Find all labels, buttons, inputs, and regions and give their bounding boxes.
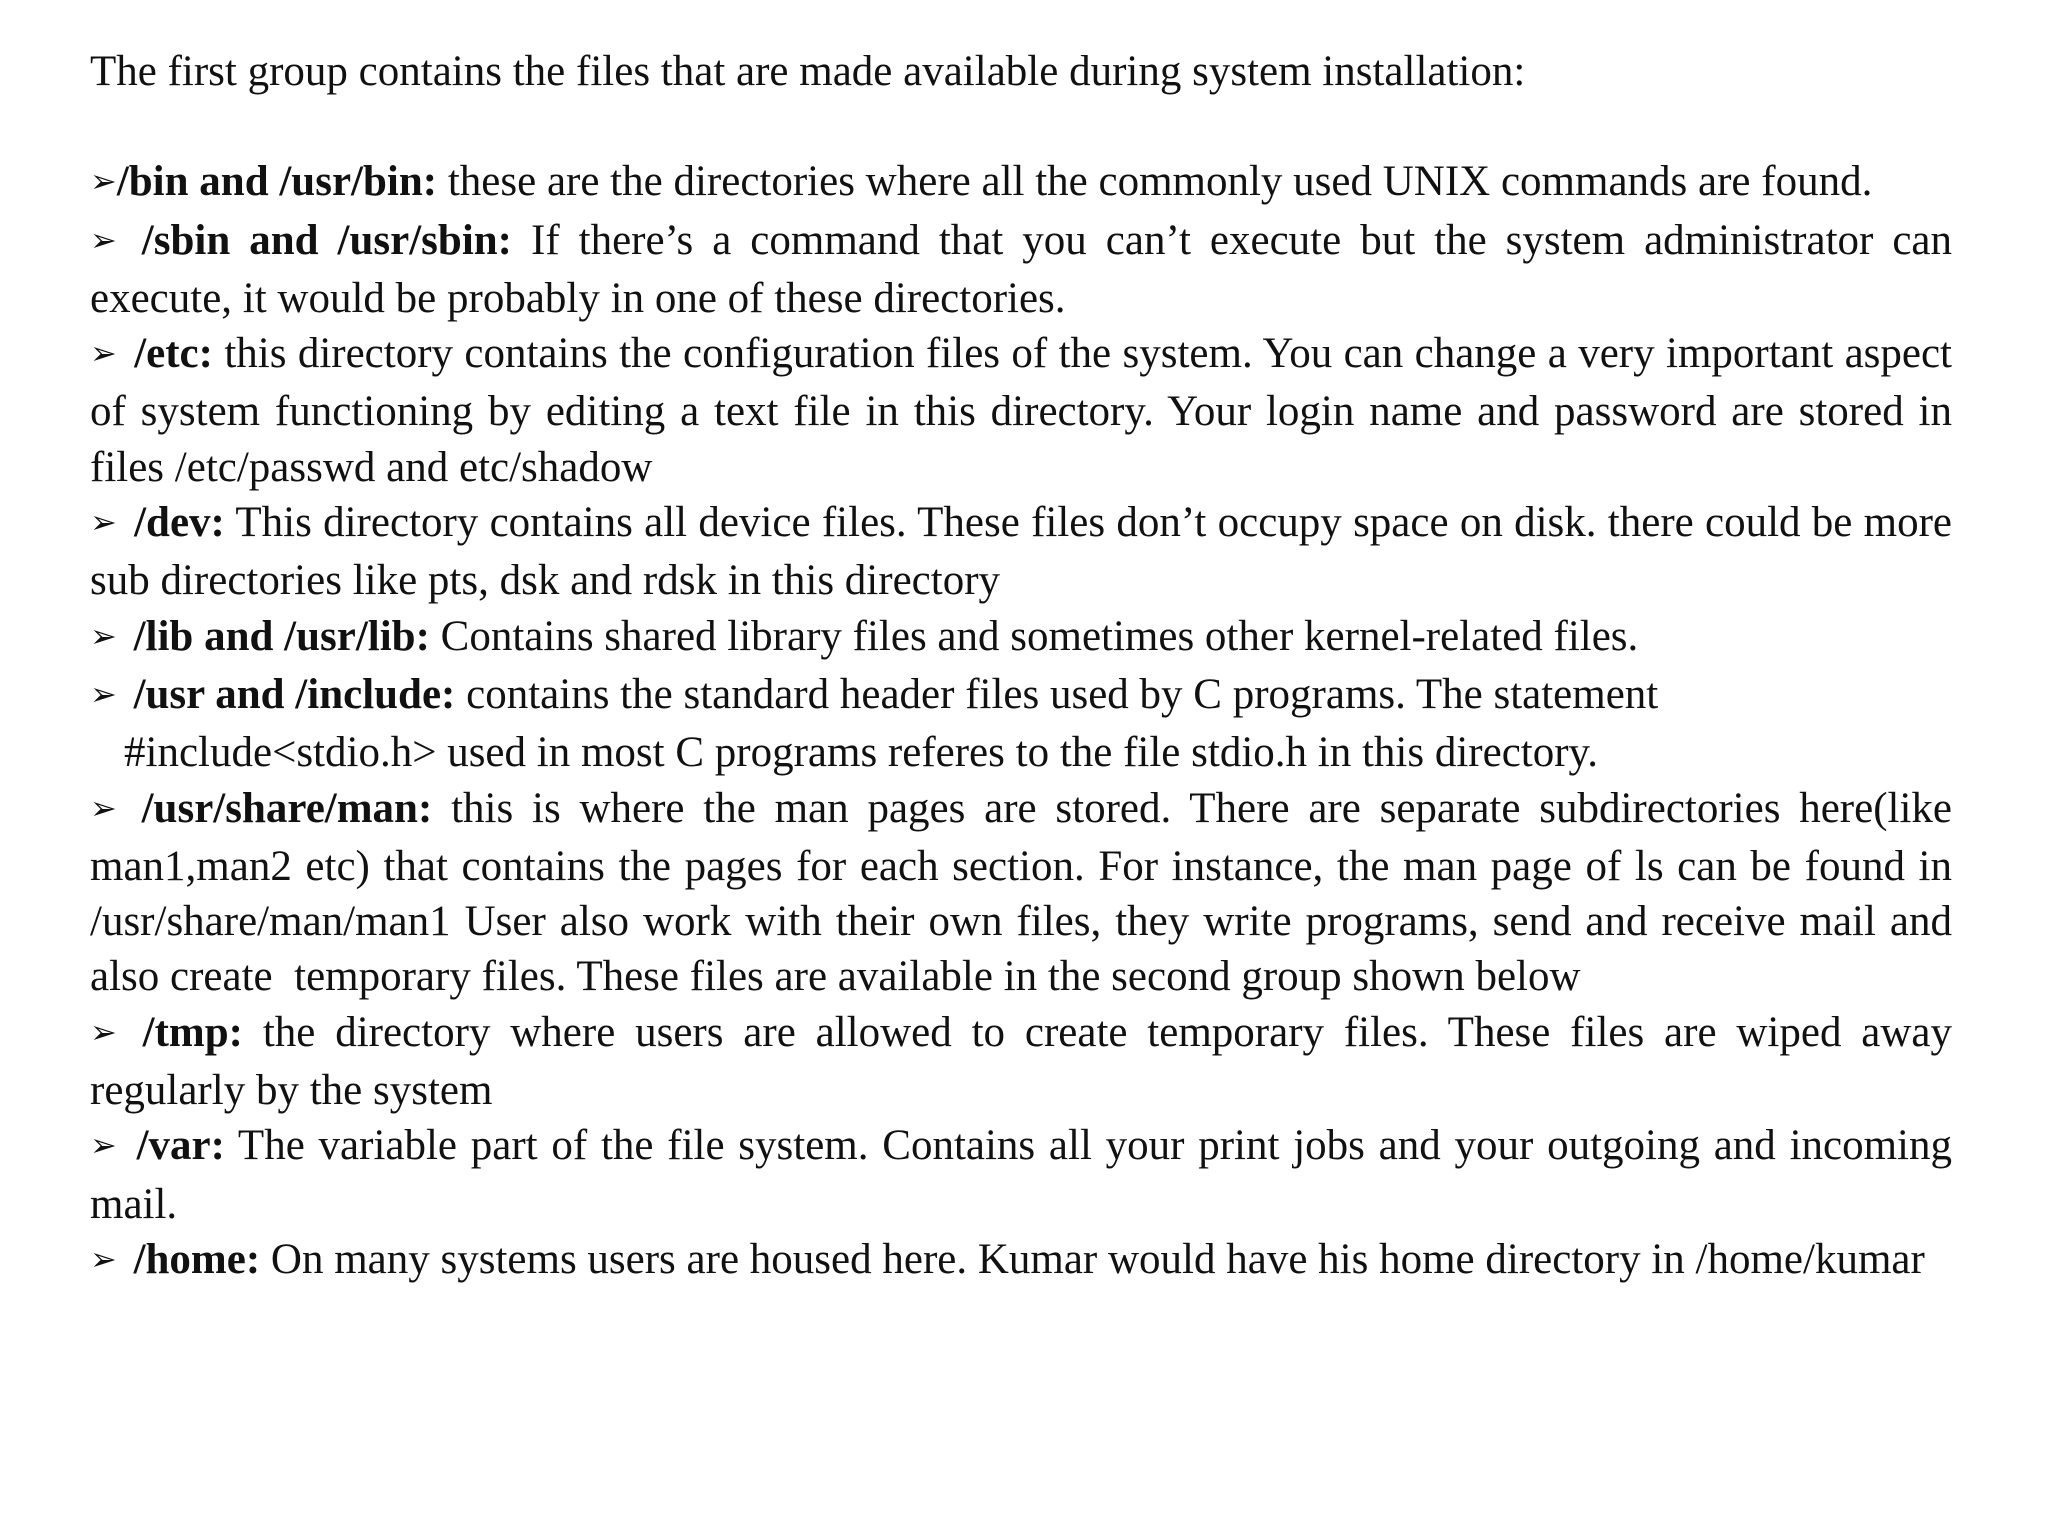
intro-paragraph: The first group contains the files that are made available during system installation: — [90, 48, 1526, 95]
list-item-include — [90, 667, 1952, 781]
item-description: the directory where users are allowed to create temporary files. These files are wiped away regularly by the system — [90, 1008, 1953, 1115]
item-term: /usr/share/man: — [141, 784, 433, 832]
arrowhead-bullet-icon: ➢ — [90, 616, 117, 655]
arrowhead-bullet-icon: ➢ — [90, 1239, 117, 1278]
arrowhead-bullet-icon: ➢ — [90, 674, 117, 713]
list-item-man — [90, 781, 1963, 1005]
item-description: Contains shared library files and sometimes other kernel-related files. — [440, 612, 1639, 660]
item-term: /var: — [136, 1122, 225, 1170]
list-item-etc — [90, 326, 1952, 495]
list-item-tmp — [90, 1005, 1952, 1119]
item-term: /tmp: — [142, 1008, 243, 1056]
item-description: On many systems users are housed here. Kumar would have his home directory in /home/kumar — [270, 1235, 1925, 1283]
item-description: this is where the man pages are stored. There are separate subdirectories here(like man1,man2 etc) that contains the pages for each section. For instance, the man page of ls can be found in /usr/share/man/man1 User also work with their own files, they write programs, send and receive mail and also create temporary files. These files are available in the second group shown below — [90, 784, 1963, 1001]
arrowhead-bullet-icon: ➢ — [90, 1126, 117, 1165]
item-description: contains the standard header files used by C programs. The statement — [466, 670, 1659, 718]
item-term: /sbin and /usr/sbin: — [141, 216, 513, 264]
list-item-sbin — [90, 213, 1952, 327]
item-description-continuation: #include<stdio.h> used in most C programs referes to the file stdio.h in this directory. — [124, 729, 1599, 777]
arrowhead-bullet-icon: ➢ — [90, 334, 117, 373]
item-term: /home: — [133, 1235, 261, 1283]
arrowhead-bullet-icon: ➢ — [90, 220, 117, 259]
list-item-lib — [90, 609, 1952, 667]
arrowhead-bullet-icon: ➢ — [90, 788, 117, 827]
list-item-dev — [90, 495, 1952, 609]
item-description: The variable part of the file system. Contains all your print jobs and your outgoing and incoming mail. — [90, 1122, 1952, 1228]
item-term: /usr and /include: — [133, 670, 456, 718]
arrowhead-bullet-icon: ➢ — [90, 1012, 117, 1051]
list-item-bin — [90, 154, 1952, 212]
item-description: this directory contains the configuration files of the system. You can change a very important aspect of system functioning by editing a text file in this directory. Your login name and password are stored in files /etc/passwd and etc/shadow — [90, 330, 1953, 491]
list-item-home — [90, 1232, 1952, 1290]
item-description: these are the directories where all the commonly used UNIX commands are found. — [447, 158, 1873, 206]
item-term: /bin and /usr/bin: — [116, 158, 438, 206]
item-description: This directory contains all device files. These files don’t occupy space on disk. there could be more sub directories like pts, dsk and rdsk in this directory — [90, 499, 1953, 605]
item-term: /etc: — [134, 330, 213, 378]
arrowhead-bullet-icon: ➢ — [90, 162, 117, 201]
item-term: /dev: — [134, 499, 225, 547]
item-term: /lib and /usr/lib: — [133, 612, 430, 660]
document-page — [90, 44, 1963, 1290]
list-item-var — [90, 1118, 1952, 1232]
arrowhead-bullet-icon: ➢ — [90, 503, 117, 542]
item-description: If there’s a command that you can’t execute but the system administrator can execute, it would be probably in one of these directories. — [90, 216, 1952, 322]
